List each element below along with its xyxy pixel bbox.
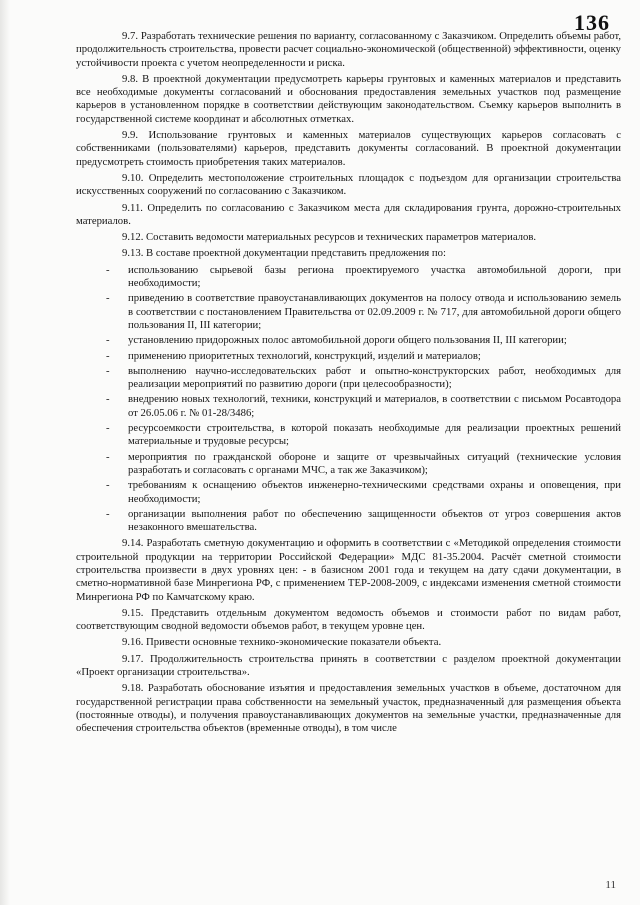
- paragraph-9-14: 9.14. Разработать сметную документацию и оформить в соответствии с «Методикой определения стоимости строительной продукции на территории Российской Федерации» МДС 81-35.2004. Расчёт сметной стоимости строительства произвести в двух уровнях цен: - в базисном 2001 года и текущем на дату сдачи документации, в сметно-нормативной базе Минрегиона РФ, с применением ТЕР-2008-2009, с индексами изменения сметной стоимости Минрегиона РФ по Камчатскому краю.: [76, 537, 621, 603]
- paragraph-9-10: 9.10. Определить местоположение строительных площадок с подъездом для организации строительства искусственных сооружений по согласованию с Заказчиком.: [76, 171, 621, 198]
- proposal-list: [76, 264, 621, 535]
- page-number-top: 136: [574, 10, 610, 35]
- list-item: - внедрению новых технологий, техники, конструкций и материалов, в соответствии с письмом Росавтодора от 26.05.06 г. № 01-28/3486;: [106, 393, 621, 420]
- list-item: - применению приоритетных технологий, конструкций, изделий и материалов;: [106, 350, 621, 363]
- paragraph-9-18: 9.18. Разработать обоснование изъятия и предоставления земельных участков в объеме, достаточном для государственной регистрации права собственности на земельный участок, предназначенный для размещения объекта (постоянные отводы), и получения правоустанавливающих документов на земельные участки, предназначенные для обеспечения строительства объектов (временные отводы), в том числе: [76, 682, 621, 735]
- scan-shadow: [0, 0, 10, 905]
- paragraph-9-11: 9.11. Определить по согласованию с Заказчиком места для складирования грунта, дорожно-строительных материалов.: [76, 201, 621, 227]
- document-body: [76, 30, 621, 739]
- paragraph-9-12: 9.12. Составить ведомости материальных ресурсов и технических параметров материалов.: [122, 231, 537, 244]
- list-item: - организации выполнения работ по обеспечению защищенности объектов от угроз совершения актов незаконного вмешательства.: [106, 508, 621, 535]
- paragraph-9-16: 9.16. Привести основные технико-экономические показатели объекта.: [122, 636, 442, 649]
- list-item: - выполнению научно-исследовательских работ и опытно-конструкторских работ, необходимых для реализации мероприятий по развитию дороги (при целесообразности);: [106, 365, 621, 392]
- paragraph-9-15: 9.15. Представить отдельным документом ведомость объемов и стоимости работ по видам работ, соответствующим сводной ведомости объемов работ, в текущем уровне цен.: [76, 606, 621, 633]
- list-item: - мероприятия по гражданской обороне и защите от чрезвычайных ситуаций (технические условия разработать и согласовать с органами МЧС, а так же Заказчиком);: [106, 451, 621, 478]
- list-item: - использованию сырьевой базы региона проектируемого участка автомобильной дороги, при необходимости;: [106, 264, 621, 291]
- list-item: - требованиям к оснащению объектов инженерно-техническими средствами охраны и оповещения, при необходимости;: [106, 479, 621, 506]
- list-item: - ресурсоемкости строительства, в которой показать необходимые для реализации проектных решений материальные и трудовые ресурсы;: [106, 422, 621, 449]
- paragraph-9-9: 9.9. Использование грунтовых и каменных материалов существующих карьеров согласовать с собственниками (пользователями) карьеров, представить документы согласований. В проектной документации предусмотреть стоимость приобретения таких материалов.: [76, 129, 621, 168]
- list-item: - установлению придорожных полос автомобильной дороги общего пользования II, III категории;: [106, 334, 621, 347]
- list-item: - приведению в соответствие правоустанавливающих документов на полосу отвода и использованию земель в соответствии с постановлением Правительства от 02.09.2009 г. № 717, для автомобильной дороги общего пользования II, III категории;: [106, 292, 621, 332]
- page-number-bottom: 11: [605, 879, 616, 891]
- paragraph-9-8: 9.8. В проектной документации предусмотреть карьеры грунтовых и каменных материалов и представить все необходимые документы согласований и обоснования предоставления земельных участков под размещение карьеров в установленном порядке в соответствии действующим законодательством. Съемку карьеров выполнить в государственной системе координат и абсолютных отметках.: [76, 72, 621, 125]
- paragraph-9-17: 9.17. Продолжительность строительства принять в соответствии с разделом проектной документации «Проект организации строительства».: [76, 652, 621, 679]
- paragraph-9-13: 9.13. В составе проектной документации представить предложения по:: [122, 247, 446, 260]
- paragraph-9-7: 9.7. Разработать технические решения по варианту, согласованному с Заказчиком. Определить объемы работ, продолжительность строительства, провести расчет социально-экономической (общественной) эффективности, оценку устойчивости проекта с учетом неопределенности и риска.: [76, 30, 621, 69]
